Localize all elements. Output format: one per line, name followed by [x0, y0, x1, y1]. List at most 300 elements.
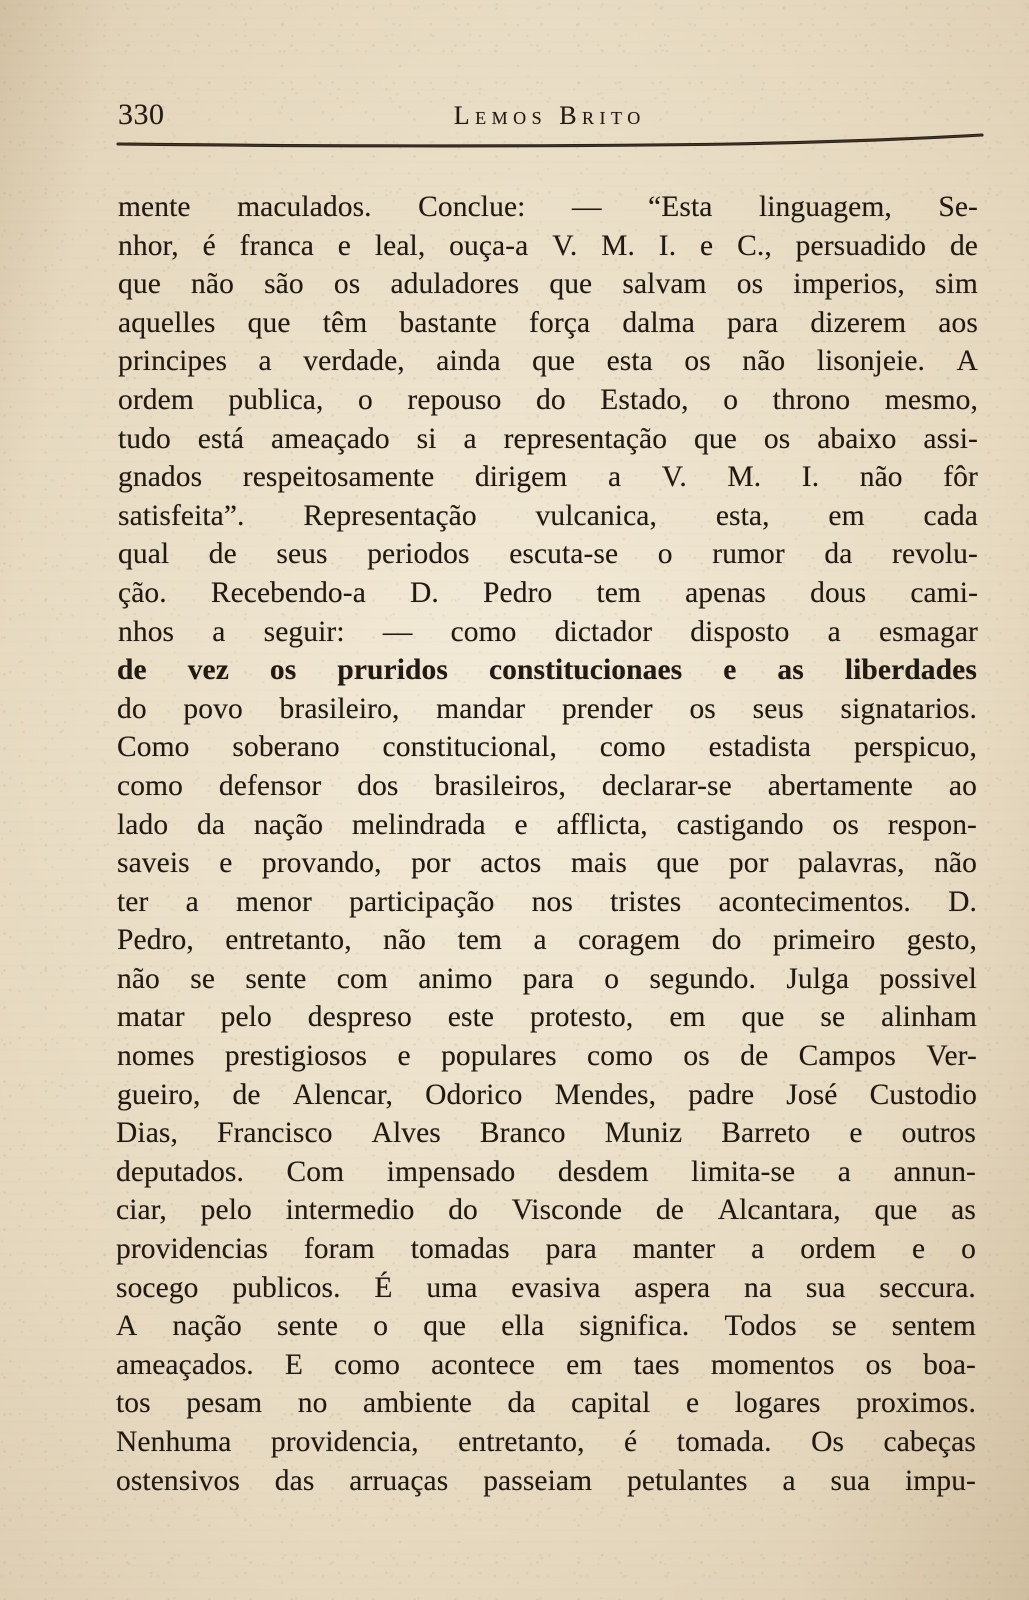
word: mais [570, 847, 627, 880]
word: ção. [118, 576, 167, 609]
word: impu- [905, 1464, 976, 1497]
word: são [264, 268, 304, 301]
word: de [232, 1078, 261, 1111]
word: E [284, 1348, 303, 1381]
word: Recebendo-a [210, 576, 366, 609]
word: melindrada [351, 808, 486, 841]
word: os [736, 268, 764, 301]
word: throno [772, 383, 851, 416]
word: aos [938, 306, 978, 339]
word: se [190, 962, 216, 995]
word: vez [187, 654, 229, 687]
text-line [118, 420, 978, 459]
word: a [837, 1155, 851, 1188]
word: linguagem, [758, 191, 892, 223]
word: pelo [220, 1001, 272, 1034]
word: logares [734, 1387, 821, 1420]
word: coragem [578, 924, 681, 957]
word: abertamente [767, 769, 913, 802]
word: do [711, 924, 742, 957]
word: assi- [923, 422, 978, 455]
word: Dias, [116, 1117, 178, 1150]
word: não [859, 461, 903, 494]
word: seus [752, 692, 804, 725]
word: Pedro, [117, 924, 194, 957]
word: Nenhuma [116, 1426, 232, 1458]
word: se [831, 1310, 857, 1343]
word: dirigem [474, 461, 568, 494]
word: apenas [685, 576, 766, 609]
word: o [657, 538, 673, 571]
text-line [117, 883, 977, 922]
word: limita-se [691, 1155, 796, 1188]
word: proximos. [856, 1387, 976, 1420]
word: com [336, 962, 388, 995]
text-line [116, 1230, 976, 1269]
word: satisfeita”. [118, 499, 245, 532]
word: que [247, 306, 291, 339]
word: ciar, [116, 1194, 167, 1227]
word: lado [117, 808, 169, 841]
text-line [116, 1153, 976, 1192]
word: imperios, [793, 268, 905, 301]
text-line [118, 458, 978, 497]
word: providencia, [270, 1426, 419, 1458]
word: populares [441, 1040, 557, 1073]
word: abaixo [817, 422, 897, 455]
word: por [411, 847, 451, 880]
word: sente [276, 1310, 339, 1343]
word: I. [801, 461, 820, 494]
text-line [116, 1307, 976, 1346]
word: o [357, 383, 373, 416]
word: os [689, 692, 716, 725]
word: ouça-a [449, 229, 529, 262]
word: estadista [708, 731, 812, 764]
word: constitucionaes [488, 654, 683, 687]
word: de [208, 538, 237, 571]
word: representação [503, 422, 668, 455]
word: arruaças [349, 1464, 449, 1497]
word: ostensivos [116, 1464, 240, 1497]
word: deputados. [116, 1155, 244, 1188]
word: se [820, 1001, 846, 1034]
word: a [827, 615, 841, 648]
word: em [669, 1001, 706, 1034]
word: como [334, 1348, 401, 1381]
word: das [274, 1464, 315, 1497]
word: que [656, 847, 700, 880]
word: e [912, 1233, 926, 1266]
word: D. [948, 885, 977, 918]
word: primeiro [772, 924, 876, 957]
word: sim [934, 268, 978, 301]
word: prender [561, 692, 653, 725]
word: pesam [186, 1387, 263, 1420]
word: escuta-se [509, 538, 619, 571]
word: Mendes, [554, 1078, 657, 1111]
word: não [934, 847, 977, 880]
word: segundo. [649, 962, 756, 995]
word: seus [276, 538, 328, 571]
word: salvam [622, 268, 707, 301]
word: taes [633, 1348, 680, 1381]
word: gesto, [906, 924, 977, 957]
word: seccura. [879, 1271, 976, 1304]
word: não [191, 268, 234, 301]
text-line [118, 188, 978, 227]
text-line [116, 1269, 976, 1308]
word: castigando [676, 808, 804, 841]
word: de [117, 654, 147, 687]
header-rule [112, 128, 988, 154]
text-line [118, 227, 978, 266]
word: soberano [232, 731, 340, 764]
word: liberdades [844, 654, 977, 687]
word: na [743, 1271, 773, 1304]
word: annun- [893, 1155, 976, 1188]
text-line [117, 690, 977, 729]
word: tem [457, 924, 502, 957]
word: — [382, 615, 413, 648]
word: este [447, 1001, 495, 1034]
text-line [116, 1423, 976, 1462]
word: nomes [117, 1040, 195, 1073]
word: Barreto [721, 1117, 811, 1150]
word: do [448, 1194, 478, 1227]
text-line [118, 613, 978, 652]
word: vulcanica, [535, 499, 657, 532]
word: gnados [118, 461, 203, 494]
word: Ver- [926, 1040, 977, 1073]
word: rumor [712, 538, 785, 571]
text-line [116, 1346, 976, 1385]
word: tomadas [410, 1233, 510, 1266]
word: as [777, 654, 804, 687]
word: força [529, 306, 591, 339]
word: impensado [386, 1155, 516, 1188]
word: constitucional, [382, 731, 557, 764]
word: A [116, 1310, 138, 1343]
word: matar [117, 1001, 185, 1034]
word: franca [239, 229, 314, 262]
word: e [685, 1387, 700, 1420]
word: ainda [436, 345, 501, 378]
word: aquelles [118, 306, 216, 339]
word: cada [923, 499, 978, 532]
word: nhos [118, 615, 175, 648]
word: É [374, 1271, 393, 1304]
word: respeitosamente [242, 461, 435, 494]
word: não [742, 345, 786, 378]
word: socego [116, 1271, 199, 1304]
word: que [694, 422, 737, 455]
word: sua [830, 1464, 871, 1497]
word: não [117, 962, 160, 995]
word: momentos [710, 1348, 835, 1381]
word: a [463, 422, 477, 455]
word: que [874, 1194, 918, 1227]
word: é [624, 1426, 638, 1458]
word: os [832, 808, 859, 841]
running-title: Lemos Brito [453, 101, 646, 130]
word: declarar-se [601, 769, 732, 802]
word: protesto, [530, 1001, 634, 1034]
word: dizerem [810, 306, 907, 339]
text-line [117, 767, 977, 806]
word: a [751, 1233, 765, 1266]
word: que [532, 345, 576, 378]
word: dous [810, 576, 867, 609]
word: gueiro, [117, 1078, 201, 1111]
text-line [117, 651, 977, 690]
word: de [949, 229, 978, 262]
word: capital [571, 1387, 651, 1420]
word: tos [116, 1387, 151, 1420]
word: periodos [367, 538, 470, 571]
word: principes [118, 345, 228, 378]
word: sentem [891, 1310, 976, 1343]
word: sua [805, 1271, 846, 1304]
word: por [728, 847, 769, 880]
text-line [117, 806, 977, 845]
word: de [740, 1040, 769, 1073]
text-line [116, 1384, 976, 1423]
word: a [607, 461, 622, 494]
word: ordem [800, 1233, 877, 1266]
word: esta [606, 345, 653, 378]
word: os [865, 1348, 893, 1381]
word: dictador [554, 615, 653, 648]
text-line [117, 960, 977, 999]
word: perspicuo, [853, 731, 977, 764]
word: Representação [303, 499, 477, 532]
word: Julga [786, 962, 850, 995]
word: os [684, 345, 711, 378]
word: outros [901, 1117, 976, 1150]
word: que [741, 1001, 785, 1034]
word: ella [501, 1310, 545, 1343]
word: Branco [479, 1117, 566, 1150]
word: nhor, [118, 229, 179, 262]
word: o [961, 1233, 976, 1266]
text-line [117, 1037, 977, 1076]
word: provando, [261, 847, 382, 880]
word: prestigiosos [224, 1040, 368, 1073]
word: foram [303, 1233, 375, 1266]
text-line [116, 1114, 976, 1153]
text-line [116, 1191, 976, 1230]
word: e [514, 808, 528, 841]
word: entretanto, [225, 924, 352, 957]
word: pelo [200, 1194, 252, 1227]
word: tomada. [676, 1426, 772, 1458]
word: como [599, 731, 666, 764]
word: e [337, 229, 351, 262]
word: Campos [798, 1040, 896, 1073]
word: A [956, 345, 978, 378]
word: e [397, 1040, 411, 1073]
word: providencias [116, 1233, 268, 1266]
word: Estado, [600, 383, 689, 416]
word: possivel [879, 962, 977, 995]
word: como [587, 1040, 653, 1073]
word: boa- [923, 1348, 976, 1381]
word: ao [948, 769, 977, 802]
word: tudo [118, 422, 171, 455]
text-line [117, 998, 977, 1037]
text-line [118, 381, 978, 420]
word: Todos [724, 1310, 797, 1343]
word: nação [172, 1310, 242, 1343]
word: publica, [228, 383, 324, 416]
word: manter [632, 1233, 716, 1266]
word: pruridos [337, 654, 448, 687]
body-text [118, 188, 978, 1500]
word: da [507, 1387, 536, 1420]
word: que [423, 1310, 467, 1343]
word: aduladores [390, 268, 520, 301]
word: publicos. [232, 1271, 341, 1304]
text-line [117, 921, 977, 960]
word: brasileiro, [279, 692, 400, 725]
word: esta, [715, 499, 770, 532]
word: seguir: [263, 615, 345, 648]
word: da [824, 538, 853, 571]
word: o [604, 962, 620, 995]
word: da [197, 808, 226, 841]
word: como [117, 769, 183, 802]
word: saveis [117, 847, 190, 880]
word: os [683, 1040, 710, 1073]
text-line [118, 574, 978, 613]
word: José [786, 1078, 838, 1111]
text-line [117, 728, 977, 767]
word: a [782, 1464, 796, 1497]
word: C., [737, 229, 772, 262]
word: qual [118, 538, 170, 571]
word: entretanto, [458, 1426, 585, 1458]
word: tem [596, 576, 641, 609]
page-number: 330 [118, 98, 165, 131]
word: ameaçado [271, 422, 390, 455]
word: têm [322, 306, 368, 339]
word: ordem [118, 383, 194, 416]
word: a [533, 924, 547, 957]
word: a [212, 615, 226, 648]
word: D. [410, 576, 439, 609]
word: nação [253, 808, 324, 841]
text-line [118, 265, 978, 304]
word: os [763, 422, 791, 455]
word: para [545, 1233, 597, 1266]
word: dos [357, 769, 399, 802]
word: animo [418, 962, 493, 995]
word: do [117, 692, 147, 725]
word: verdade, [303, 345, 405, 378]
word: persuadido [795, 229, 927, 262]
word: significa. [579, 1310, 690, 1343]
word: uma [426, 1271, 478, 1304]
word: mandar [436, 692, 526, 725]
word: Francisco [216, 1117, 333, 1150]
word: o [373, 1310, 389, 1343]
word: em [566, 1348, 603, 1381]
word: ambiente [363, 1387, 472, 1420]
word: nos [531, 885, 573, 918]
word: bastante [399, 306, 497, 339]
word: e [219, 847, 233, 880]
word: sente [245, 962, 307, 995]
word: Pedro [483, 576, 553, 609]
text-line [118, 535, 978, 574]
word: brasileiros, [434, 769, 566, 802]
word: que [118, 268, 161, 301]
word: como [450, 615, 517, 648]
word: está [197, 422, 245, 455]
word: acontecimentos. [718, 885, 911, 918]
word: Custodio [869, 1078, 977, 1111]
word: padre [688, 1078, 755, 1111]
word: para [522, 962, 574, 995]
word: evasiva [511, 1271, 601, 1304]
word: acontece [431, 1348, 536, 1381]
word: palavras, [798, 847, 905, 880]
word: afflicta, [556, 808, 648, 841]
word: alinham [881, 1001, 977, 1034]
word: em [828, 499, 865, 532]
word: petulantes [627, 1464, 748, 1497]
word: Alencar, [292, 1078, 394, 1111]
word: Se- [938, 191, 978, 223]
word: Alves [371, 1117, 441, 1150]
word: o [723, 383, 739, 416]
word: “Esta [648, 191, 713, 223]
word: Como [117, 731, 190, 764]
text-line [117, 844, 977, 883]
word: menor [236, 885, 312, 918]
word: signatarios. [840, 692, 977, 725]
word: Os [811, 1426, 845, 1458]
word: cabeças [883, 1426, 976, 1458]
word: de [655, 1194, 684, 1227]
word: Odorico [425, 1078, 523, 1111]
word: — [571, 191, 602, 223]
word: fôr [943, 461, 978, 494]
word: cami- [910, 576, 978, 609]
word: M. [601, 229, 635, 262]
word: não [383, 924, 427, 957]
word: ameaçados. [116, 1348, 254, 1381]
word: os [269, 654, 297, 687]
word: Conclue: [418, 191, 526, 223]
word: V. [552, 229, 578, 262]
word: é [202, 229, 216, 262]
word: do [536, 383, 566, 416]
word: mente [118, 191, 191, 223]
word: M. [727, 461, 762, 494]
word: Visconde [511, 1194, 623, 1227]
word: as [951, 1194, 976, 1227]
word: tristes [610, 885, 682, 918]
word: para [727, 306, 779, 339]
word: I. [658, 229, 677, 262]
word: despreso [307, 1001, 412, 1034]
word: no [297, 1387, 328, 1420]
word: ter [117, 885, 149, 918]
word: repouso [407, 383, 502, 416]
word: passeiam [483, 1464, 593, 1497]
